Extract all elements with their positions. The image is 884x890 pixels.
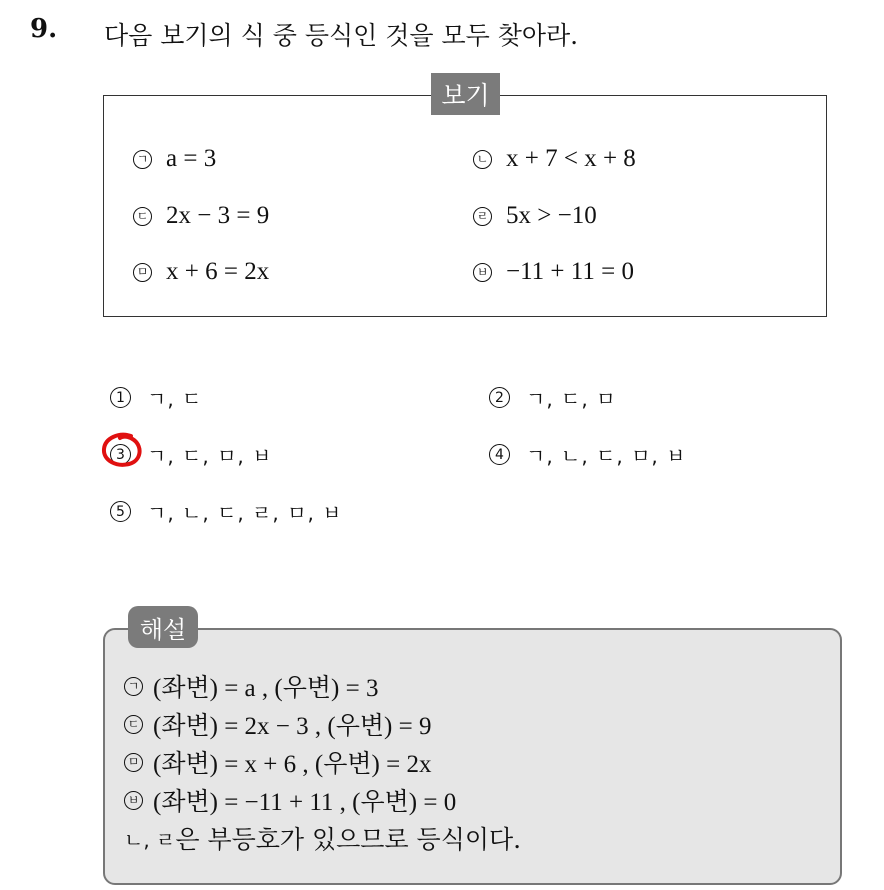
bogi-expression: −11 + 11 = 0 (506, 258, 634, 285)
choice-value: ㄱ, ㄴ, ㄷ, ㄹ, ㅁ, ㅂ (147, 501, 343, 525)
answer-choice-1[interactable] (110, 383, 202, 412)
bogi-item (133, 145, 216, 173)
explanation-text: (좌변) = x + 6 , (우변) = 2x (153, 751, 432, 778)
bogi-item (473, 202, 597, 230)
bogi-expression: a = 3 (166, 145, 217, 172)
answer-choice-4[interactable] (489, 440, 686, 469)
explanation-conclusion (124, 820, 521, 856)
choice-number: 5 (110, 501, 131, 522)
answer-choice-2[interactable] (489, 383, 616, 412)
bogi-expression: 5x > −10 (506, 202, 597, 229)
bogi-expression: x + 6 = 2x (166, 258, 270, 285)
marker-circle-icon: ㅁ (133, 263, 152, 282)
marker-circle-icon: ㅂ (473, 263, 492, 282)
explanation-text: (좌변) = −11 + 11 , (우변) = 0 (153, 789, 457, 816)
bogi-item (133, 258, 269, 286)
bogi-item (473, 145, 636, 173)
explanation-line (124, 706, 431, 742)
question-number: 9. (30, 14, 58, 44)
marker-circle-icon: ㅂ (124, 791, 143, 810)
explanation-text: (좌변) = a , (우변) = 3 (153, 675, 379, 702)
choice-number: 2 (489, 387, 510, 408)
choice-value: ㄱ, ㄷ (147, 387, 203, 411)
bogi-expression: 2x − 3 = 9 (166, 202, 270, 229)
bogi-item (473, 258, 634, 286)
marker-circle-icon: ㅁ (124, 753, 143, 772)
explanation-label: 해설 (128, 606, 198, 648)
conclusion-markers: ㄴ, ㄹ (124, 827, 176, 852)
bogi-item (133, 202, 269, 230)
question-text: 다음 보기의 식 중 등식인 것을 모두 찾아라. (104, 21, 579, 50)
marker-circle-icon: ㄱ (133, 150, 152, 169)
marker-circle-icon: ㄷ (133, 207, 152, 226)
marker-circle-icon: ㄱ (124, 677, 143, 696)
answer-choice-5[interactable] (110, 497, 343, 526)
bogi-expression: x + 7 < x + 8 (506, 145, 636, 172)
marker-circle-icon: ㄹ (473, 207, 492, 226)
choice-number: 3 (110, 444, 131, 465)
bogi-label: 보기 (431, 73, 500, 115)
choice-number: 4 (489, 444, 510, 465)
explanation-line (124, 744, 431, 780)
choice-number: 1 (110, 387, 131, 408)
choice-value: ㄱ, ㄷ, ㅁ (526, 387, 617, 411)
marker-circle-icon: ㄴ (473, 150, 492, 169)
selected-answer-circle-mark (101, 432, 145, 468)
marker-circle-icon: ㄷ (124, 715, 143, 734)
conclusion-text: 은 부등호가 있으므로 등식이다. (175, 825, 522, 854)
explanation-text: (좌변) = 2x − 3 , (우변) = 9 (153, 713, 432, 740)
choice-value: ㄱ, ㄷ, ㅁ, ㅂ (147, 444, 273, 468)
explanation-line (124, 668, 378, 704)
explanation-line (124, 782, 456, 818)
choice-value: ㄱ, ㄴ, ㄷ, ㅁ, ㅂ (526, 444, 687, 468)
